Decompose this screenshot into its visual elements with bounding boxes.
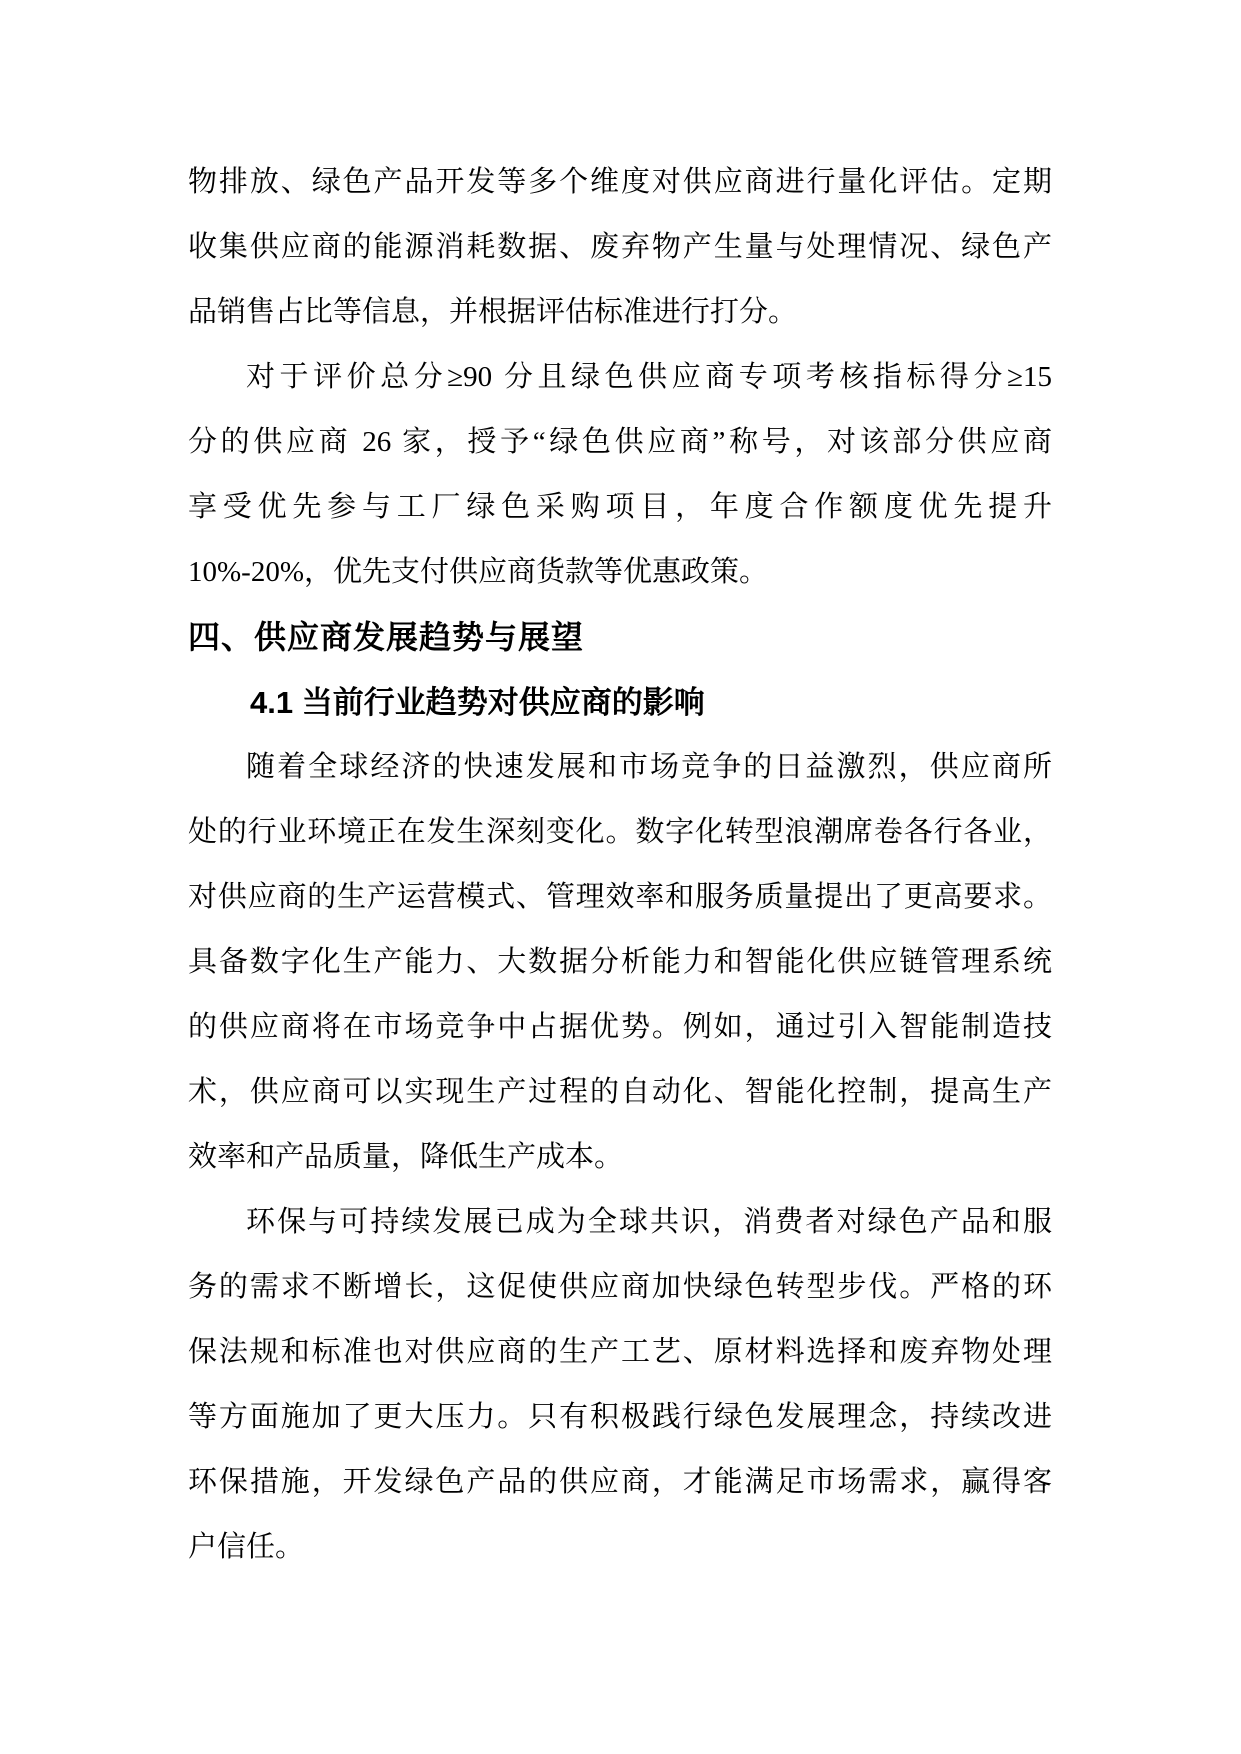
body-text-line: 享受优先参与工厂绿色采购项目，年度合作额度优先提升 <box>188 491 1052 523</box>
subsection-heading: 4.1 当前行业趋势对供应商的影响 <box>250 685 705 720</box>
body-text-line: 环保与可持续发展已成为全球共识，消费者对绿色产品和服 <box>246 1206 1052 1238</box>
body-text-line: 随着全球经济的快速发展和市场竞争的日益激烈，供应商所 <box>246 751 1052 783</box>
section-heading: 四、供应商发展趋势与展望 <box>188 619 585 655</box>
body-text-line: 对供应商的生产运营模式、管理效率和服务质量提出了更高要求。 <box>188 881 1052 913</box>
body-text-line: 术，供应商可以实现生产过程的自动化、智能化控制，提高生产 <box>188 1076 1052 1108</box>
body-text-line: 的供应商将在市场竞争中占据优势。例如，通过引入智能制造技 <box>188 1011 1052 1043</box>
body-text-line: 物排放、绿色产品开发等多个维度对供应商进行量化评估。定期 <box>188 166 1052 198</box>
body-text-line: 收集供应商的能源消耗数据、废弃物产生量与处理情况、绿色产 <box>188 231 1052 263</box>
body-text-line: 户信任。 <box>188 1531 305 1563</box>
body-text-line: 对于评价总分≥90 分且绿色供应商专项考核指标得分≥15 <box>246 361 1052 393</box>
body-text-line: 务的需求不断增长，这促使供应商加快绿色转型步伐。严格的环 <box>188 1271 1052 1303</box>
body-text-line: 处的行业环境正在发生深刻变化。数字化转型浪潮席卷各行各业， <box>188 816 1052 848</box>
body-text-line: 分的供应商 26 家，授予“绿色供应商”称号，对该部分供应商 <box>188 426 1052 458</box>
body-text-line: 保法规和标准也对供应商的生产工艺、原材料选择和废弃物处理 <box>188 1336 1052 1368</box>
body-text-line: 具备数字化生产能力、大数据分析能力和智能化供应链管理系统 <box>188 946 1052 978</box>
body-text-line: 等方面施加了更大压力。只有积极践行绿色发展理念，持续改进 <box>188 1401 1052 1433</box>
body-text-line: 品销售占比等信息，并根据评估标准进行打分。 <box>188 296 798 328</box>
document-body <box>188 150 1052 1580</box>
body-text-line: 10%-20%，优先支付供应商货款等优惠政策。 <box>188 556 768 588</box>
body-text-line: 环保措施，开发绿色产品的供应商，才能满足市场需求，赢得客 <box>188 1466 1052 1498</box>
body-text-line: 效率和产品质量，降低生产成本。 <box>188 1141 624 1173</box>
